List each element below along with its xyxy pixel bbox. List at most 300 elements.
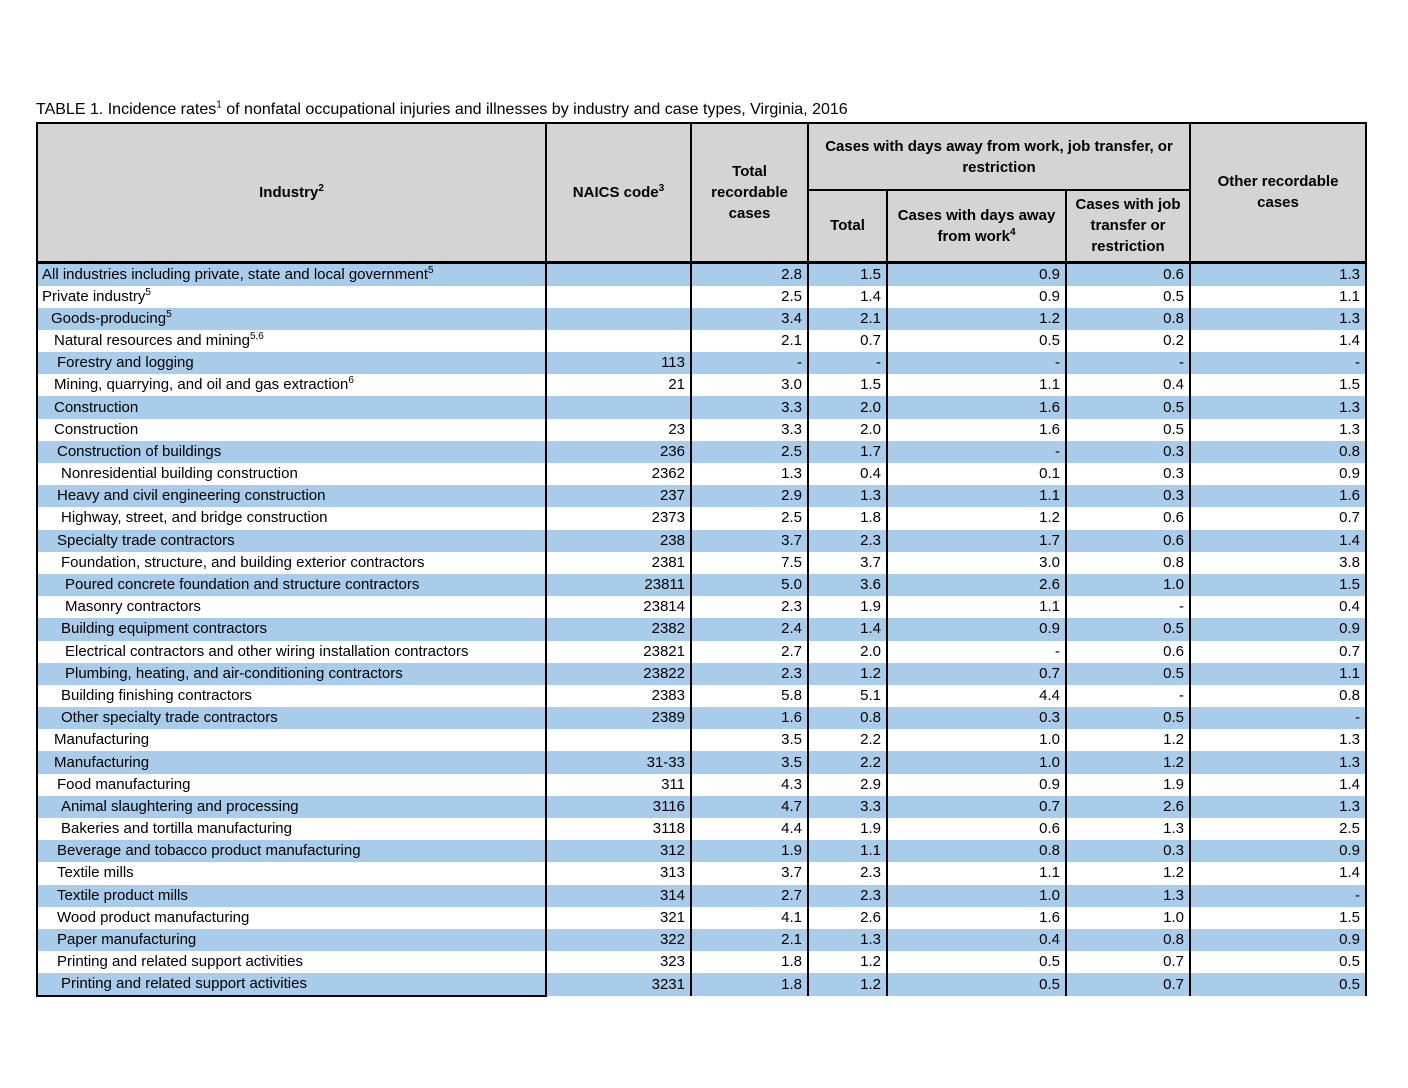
industry-label: Manufacturing: [54, 753, 150, 771]
industry-cell: [37, 951, 546, 973]
job-transfer-cell: 1.2: [1066, 751, 1190, 773]
industry-cell: [37, 308, 546, 330]
days-away-cell: 1.0: [887, 885, 1066, 907]
table-title: [36, 100, 1365, 119]
total-recordable-cell: 2.7: [691, 885, 808, 907]
industry-row-footnote-sup: 5: [166, 308, 172, 320]
table-row: [37, 441, 1366, 463]
dart-total-cell: 1.4: [808, 286, 887, 308]
total-recordable-cell: 2.3: [691, 596, 808, 618]
job-transfer-cell: 0.6: [1066, 530, 1190, 552]
table-row: [37, 663, 1366, 685]
dart-total-cell: 1.7: [808, 441, 887, 463]
dart-total-cell: -: [808, 352, 887, 374]
total-recordable-cell: 7.5: [691, 552, 808, 574]
days-away-cell: 0.9: [887, 286, 1066, 308]
industry-cell: [37, 396, 546, 418]
other-recordable-cell: 1.4: [1190, 774, 1366, 796]
days-away-cell: 0.1: [887, 463, 1066, 485]
job-transfer-cell: 0.3: [1066, 485, 1190, 507]
dart-total-cell: 1.8: [808, 507, 887, 529]
other-recordable-cell: 0.8: [1190, 685, 1366, 707]
table-row: [37, 751, 1366, 773]
industry-cell: [37, 840, 546, 862]
days-away-cell: 1.0: [887, 751, 1066, 773]
naics-code-cell: 2389: [546, 707, 691, 729]
col-header-total-recordable: Total recordable cases: [691, 123, 808, 262]
job-transfer-cell: -: [1066, 352, 1190, 374]
col-header-other-recordable: Other recordable cases: [1190, 123, 1366, 262]
other-recordable-cell: 1.5: [1190, 907, 1366, 929]
job-transfer-cell: 0.5: [1066, 286, 1190, 308]
job-transfer-cell: 2.6: [1066, 796, 1190, 818]
dart-total-cell: 2.0: [808, 396, 887, 418]
col-header-days-away-label: Cases with days away from work: [897, 206, 1056, 245]
total-recordable-cell: -: [691, 352, 808, 374]
days-away-cell: 0.4: [887, 929, 1066, 951]
naics-code-cell: [546, 330, 691, 352]
total-recordable-cell: 1.6: [691, 707, 808, 729]
total-recordable-cell: 3.7: [691, 862, 808, 884]
days-away-cell: 1.1: [887, 596, 1066, 618]
total-recordable-cell: 4.7: [691, 796, 808, 818]
table-row: [37, 463, 1366, 485]
incidence-rates-table: [36, 122, 1367, 997]
table-row: [37, 330, 1366, 352]
dart-total-cell: 0.8: [808, 707, 887, 729]
days-away-cell: 1.6: [887, 419, 1066, 441]
other-recordable-cell: 0.4: [1190, 596, 1366, 618]
days-away-footnote-sup: 4: [1009, 226, 1016, 238]
other-recordable-cell: -: [1190, 707, 1366, 729]
col-header-industry-label: Industry: [259, 183, 319, 201]
job-transfer-cell: 0.3: [1066, 441, 1190, 463]
dart-total-cell: 3.6: [808, 574, 887, 596]
naics-code-cell: 2373: [546, 507, 691, 529]
other-recordable-cell: 1.5: [1190, 574, 1366, 596]
table-row: [37, 641, 1366, 663]
total-recordable-cell: 4.1: [691, 907, 808, 929]
industry-cell: [37, 596, 546, 618]
days-away-cell: 1.0: [887, 729, 1066, 751]
job-transfer-cell: 1.0: [1066, 574, 1190, 596]
industry-label: Construction: [54, 398, 139, 416]
other-recordable-cell: 1.6: [1190, 485, 1366, 507]
table-row: [37, 374, 1366, 396]
other-recordable-cell: -: [1190, 885, 1366, 907]
naics-code-cell: 321: [546, 907, 691, 929]
total-recordable-cell: 4.3: [691, 774, 808, 796]
days-away-cell: 0.5: [887, 973, 1066, 996]
dart-total-cell: 1.5: [808, 262, 887, 286]
dart-total-cell: 1.4: [808, 618, 887, 640]
col-header-job-transfer: Cases with job transfer or restriction: [1066, 190, 1190, 262]
other-recordable-cell: 1.3: [1190, 419, 1366, 441]
days-away-cell: 0.3: [887, 707, 1066, 729]
table-row: [37, 618, 1366, 640]
total-recordable-cell: 3.5: [691, 729, 808, 751]
days-away-cell: 0.5: [887, 951, 1066, 973]
naics-code-cell: 113: [546, 352, 691, 374]
naics-code-cell: 311: [546, 774, 691, 796]
days-away-cell: 1.2: [887, 308, 1066, 330]
other-recordable-cell: 2.5: [1190, 818, 1366, 840]
other-recordable-cell: 1.3: [1190, 262, 1366, 286]
industry-cell: [37, 707, 546, 729]
dart-total-cell: 1.5: [808, 374, 887, 396]
table-header: [37, 123, 1366, 262]
industry-label: Poured concrete foundation and structure contractors: [65, 576, 420, 594]
days-away-cell: 1.1: [887, 374, 1066, 396]
table-row: [37, 840, 1366, 862]
industry-label: Beverage and tobacco product manufacturing: [57, 842, 361, 860]
table-row: [37, 907, 1366, 929]
other-recordable-cell: 1.3: [1190, 796, 1366, 818]
days-away-cell: 0.7: [887, 663, 1066, 685]
days-away-cell: 1.6: [887, 396, 1066, 418]
industry-label: Printing and related support activities: [57, 953, 303, 971]
industry-label: Specialty trade contractors: [57, 531, 235, 549]
industry-label: Heavy and civil engineering construction: [57, 487, 326, 505]
dart-total-cell: 2.3: [808, 862, 887, 884]
industry-cell: [37, 929, 546, 951]
days-away-cell: 1.7: [887, 530, 1066, 552]
industry-cell: [37, 663, 546, 685]
job-transfer-cell: 1.9: [1066, 774, 1190, 796]
other-recordable-cell: 0.5: [1190, 973, 1366, 996]
job-transfer-cell: 1.3: [1066, 885, 1190, 907]
other-recordable-cell: 0.9: [1190, 840, 1366, 862]
total-recordable-cell: 1.8: [691, 951, 808, 973]
job-transfer-cell: 0.3: [1066, 463, 1190, 485]
job-transfer-cell: 0.8: [1066, 308, 1190, 330]
industry-row-footnote-sup: 5,6: [249, 330, 264, 342]
table-row: [37, 796, 1366, 818]
table-row: [37, 973, 1366, 996]
naics-code-cell: 314: [546, 885, 691, 907]
industry-label: Plumbing, heating, and air-conditioning contractors: [65, 664, 403, 682]
table-row: [37, 929, 1366, 951]
days-away-cell: 0.9: [887, 774, 1066, 796]
industry-row-footnote-sup: 6: [348, 375, 354, 387]
col-header-naics: [546, 123, 691, 262]
days-away-cell: 4.4: [887, 685, 1066, 707]
job-transfer-cell: 0.6: [1066, 641, 1190, 663]
industry-cell: [37, 286, 546, 308]
industry-cell: [37, 751, 546, 773]
dart-total-cell: 1.3: [808, 485, 887, 507]
naics-code-cell: 323: [546, 951, 691, 973]
dart-total-cell: 1.9: [808, 596, 887, 618]
industry-cell: [37, 485, 546, 507]
job-transfer-cell: 0.5: [1066, 618, 1190, 640]
industry-label: Building finishing contractors: [61, 686, 252, 704]
total-recordable-cell: 1.3: [691, 463, 808, 485]
table-row: [37, 530, 1366, 552]
other-recordable-cell: -: [1190, 352, 1366, 374]
dart-total-cell: 0.7: [808, 330, 887, 352]
job-transfer-cell: 1.2: [1066, 729, 1190, 751]
naics-code-cell: 23822: [546, 663, 691, 685]
dart-total-cell: 2.2: [808, 751, 887, 773]
days-away-cell: 1.1: [887, 862, 1066, 884]
days-away-cell: 0.7: [887, 796, 1066, 818]
total-recordable-cell: 5.8: [691, 685, 808, 707]
industry-cell: [37, 796, 546, 818]
industry-label: Textile mills: [57, 864, 134, 882]
industry-label: Other specialty trade contractors: [61, 709, 278, 727]
industry-label: Building equipment contractors: [61, 620, 267, 638]
job-transfer-cell: 1.0: [1066, 907, 1190, 929]
table-row: [37, 707, 1366, 729]
other-recordable-cell: 0.7: [1190, 641, 1366, 663]
total-recordable-cell: 2.4: [691, 618, 808, 640]
total-recordable-cell: 3.5: [691, 751, 808, 773]
naics-code-cell: [546, 308, 691, 330]
table-title-suffix: of nonfatal occupational injuries and illnesses by industry and case types, Virginia, 2016: [221, 101, 848, 118]
total-recordable-cell: 3.4: [691, 308, 808, 330]
job-transfer-cell: 0.3: [1066, 840, 1190, 862]
dart-total-cell: 5.1: [808, 685, 887, 707]
job-transfer-cell: 0.4: [1066, 374, 1190, 396]
other-recordable-cell: 0.7: [1190, 507, 1366, 529]
job-transfer-cell: 0.2: [1066, 330, 1190, 352]
naics-code-cell: 2383: [546, 685, 691, 707]
job-transfer-cell: 1.2: [1066, 862, 1190, 884]
industry-cell: [37, 530, 546, 552]
naics-code-cell: 2381: [546, 552, 691, 574]
naics-code-cell: 313: [546, 862, 691, 884]
dart-total-cell: 2.0: [808, 419, 887, 441]
job-transfer-cell: -: [1066, 596, 1190, 618]
industry-label: Construction of buildings: [57, 442, 222, 460]
other-recordable-cell: 3.8: [1190, 552, 1366, 574]
dart-total-cell: 2.1: [808, 308, 887, 330]
col-header-dart-total: Total: [808, 190, 887, 262]
title-footnote-sup: 1: [216, 99, 222, 111]
industry-cell: [37, 374, 546, 396]
days-away-cell: 1.1: [887, 485, 1066, 507]
industry-label: Bakeries and tortilla manufacturing: [61, 820, 292, 838]
industry-cell: [37, 419, 546, 441]
naics-code-cell: 238: [546, 530, 691, 552]
industry-label: Nonresidential building construction: [61, 465, 298, 483]
job-transfer-cell: 0.7: [1066, 951, 1190, 973]
total-recordable-cell: 2.9: [691, 485, 808, 507]
naics-code-cell: 23: [546, 419, 691, 441]
total-recordable-cell: 3.0: [691, 374, 808, 396]
days-away-cell: 0.5: [887, 330, 1066, 352]
job-transfer-cell: 0.5: [1066, 396, 1190, 418]
industry-label: Food manufacturing: [57, 775, 191, 793]
job-transfer-cell: 0.6: [1066, 507, 1190, 529]
table-row: [37, 419, 1366, 441]
naics-code-cell: [546, 396, 691, 418]
industry-row-footnote-sup: 5: [145, 286, 151, 298]
other-recordable-cell: 1.4: [1190, 530, 1366, 552]
job-transfer-cell: 0.7: [1066, 973, 1190, 996]
industry-cell: [37, 818, 546, 840]
table-row: [37, 396, 1366, 418]
naics-code-cell: 2362: [546, 463, 691, 485]
table-row: [37, 885, 1366, 907]
total-recordable-cell: 4.4: [691, 818, 808, 840]
naics-code-cell: 31-33: [546, 751, 691, 773]
other-recordable-cell: 1.1: [1190, 286, 1366, 308]
other-recordable-cell: 0.5: [1190, 951, 1366, 973]
table-title-prefix: TABLE 1. Incidence rates: [36, 101, 217, 118]
other-recordable-cell: 1.3: [1190, 308, 1366, 330]
industry-cell: [37, 729, 546, 751]
naics-code-cell: 312: [546, 840, 691, 862]
industry-label: Wood product manufacturing: [57, 908, 250, 926]
total-recordable-cell: 2.7: [691, 641, 808, 663]
industry-label: Electrical contractors and other wiring installation contractors: [65, 642, 469, 660]
industry-label: Goods-producing: [51, 309, 167, 327]
other-recordable-cell: 0.9: [1190, 929, 1366, 951]
total-recordable-cell: 2.5: [691, 286, 808, 308]
other-recordable-cell: 0.9: [1190, 463, 1366, 485]
industry-cell: [37, 574, 546, 596]
industry-cell: [37, 352, 546, 374]
days-away-cell: 1.6: [887, 907, 1066, 929]
industry-cell: [37, 862, 546, 884]
total-recordable-cell: 2.1: [691, 330, 808, 352]
dart-total-cell: 2.0: [808, 641, 887, 663]
days-away-cell: -: [887, 441, 1066, 463]
table-row: [37, 352, 1366, 374]
col-header-naics-label: NAICS code: [572, 183, 659, 201]
col-header-dart-group: Cases with days away from work, job transfer, or restriction: [808, 123, 1190, 190]
job-transfer-cell: 0.5: [1066, 663, 1190, 685]
total-recordable-cell: 1.9: [691, 840, 808, 862]
table-row: [37, 818, 1366, 840]
industry-cell: [37, 330, 546, 352]
industry-cell: [37, 685, 546, 707]
industry-row-footnote-sup: 5: [428, 264, 434, 276]
total-recordable-cell: 2.8: [691, 262, 808, 286]
col-header-days-away: [887, 190, 1066, 262]
table-row: [37, 507, 1366, 529]
industry-cell: [37, 774, 546, 796]
days-away-cell: 0.8: [887, 840, 1066, 862]
dart-total-cell: 2.6: [808, 907, 887, 929]
industry-cell: [37, 907, 546, 929]
naics-code-cell: 23814: [546, 596, 691, 618]
total-recordable-cell: 2.5: [691, 507, 808, 529]
dart-total-cell: 3.3: [808, 796, 887, 818]
job-transfer-cell: 0.5: [1066, 419, 1190, 441]
industry-label: Highway, street, and bridge construction: [61, 509, 328, 527]
industry-label: Animal slaughtering and processing: [61, 797, 299, 815]
naics-code-cell: 236: [546, 441, 691, 463]
col-header-industry: [37, 123, 546, 262]
days-away-cell: 0.9: [887, 262, 1066, 286]
industry-cell: [37, 973, 546, 996]
other-recordable-cell: 1.3: [1190, 751, 1366, 773]
job-transfer-cell: -: [1066, 685, 1190, 707]
days-away-cell: 0.9: [887, 618, 1066, 640]
industry-label: Masonry contractors: [65, 598, 201, 616]
industry-label: All industries including private, state and local government: [42, 265, 429, 283]
table-row: [37, 685, 1366, 707]
naics-footnote-sup: 3: [658, 182, 665, 194]
days-away-cell: 3.0: [887, 552, 1066, 574]
total-recordable-cell: 3.3: [691, 396, 808, 418]
dart-total-cell: 2.9: [808, 774, 887, 796]
dart-total-cell: 1.2: [808, 973, 887, 996]
dart-total-cell: 1.2: [808, 663, 887, 685]
table-row: [37, 485, 1366, 507]
job-transfer-cell: 1.3: [1066, 818, 1190, 840]
table-row: [37, 552, 1366, 574]
industry-cell: [37, 641, 546, 663]
other-recordable-cell: 1.5: [1190, 374, 1366, 396]
job-transfer-cell: 0.5: [1066, 707, 1190, 729]
table-row: [37, 286, 1366, 308]
days-away-cell: 2.6: [887, 574, 1066, 596]
industry-label: Foundation, structure, and building exterior contractors: [61, 553, 425, 571]
dart-total-cell: 1.1: [808, 840, 887, 862]
industry-cell: [37, 507, 546, 529]
dart-total-cell: 2.3: [808, 885, 887, 907]
days-away-cell: 0.6: [887, 818, 1066, 840]
table-container: [36, 100, 1365, 997]
industry-label: Textile product mills: [57, 886, 188, 904]
industry-cell: [37, 262, 546, 286]
naics-code-cell: 3116: [546, 796, 691, 818]
other-recordable-cell: 1.1: [1190, 663, 1366, 685]
table-body: [37, 262, 1366, 996]
dart-total-cell: 1.2: [808, 951, 887, 973]
industry-cell: [37, 885, 546, 907]
table-row: [37, 574, 1366, 596]
naics-code-cell: 322: [546, 929, 691, 951]
industry-label: Private industry: [42, 287, 146, 305]
industry-label: Mining, quarrying, and oil and gas extraction: [54, 376, 349, 394]
header-group-row: [37, 123, 1366, 190]
industry-label: Printing and related support activities: [61, 975, 307, 993]
table-row: [37, 596, 1366, 618]
naics-code-cell: 23821: [546, 641, 691, 663]
naics-code-cell: 21: [546, 374, 691, 396]
industry-label: Paper manufacturing: [57, 931, 197, 949]
naics-code-cell: 2382: [546, 618, 691, 640]
table-row: [37, 729, 1366, 751]
total-recordable-cell: 2.1: [691, 929, 808, 951]
naics-code-cell: [546, 262, 691, 286]
industry-label: Natural resources and mining: [54, 331, 250, 349]
total-recordable-cell: 5.0: [691, 574, 808, 596]
dart-total-cell: 1.9: [808, 818, 887, 840]
job-transfer-cell: 0.8: [1066, 552, 1190, 574]
naics-code-cell: [546, 286, 691, 308]
table-row: [37, 262, 1366, 286]
table-row: [37, 774, 1366, 796]
table-row: [37, 862, 1366, 884]
naics-code-cell: 3231: [546, 973, 691, 996]
other-recordable-cell: 1.4: [1190, 330, 1366, 352]
days-away-cell: 1.2: [887, 507, 1066, 529]
naics-code-cell: 237: [546, 485, 691, 507]
industry-label: Construction: [54, 420, 139, 438]
other-recordable-cell: 1.3: [1190, 396, 1366, 418]
naics-code-cell: [546, 729, 691, 751]
table-row: [37, 951, 1366, 973]
industry-cell: [37, 441, 546, 463]
total-recordable-cell: 1.8: [691, 973, 808, 996]
days-away-cell: -: [887, 641, 1066, 663]
